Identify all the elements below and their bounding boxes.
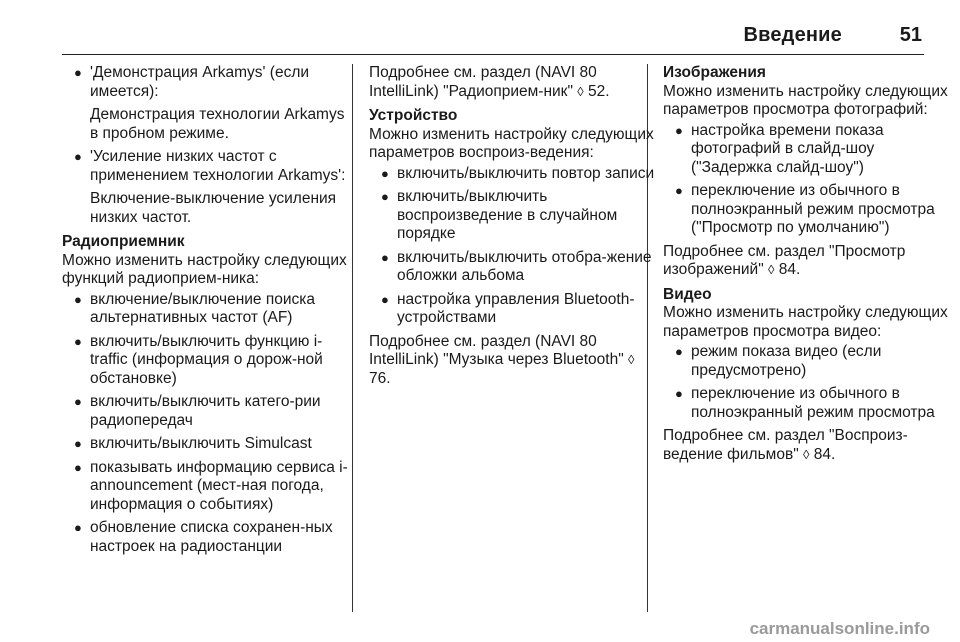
page-ref-icon: ◊ xyxy=(628,352,635,367)
list-item xyxy=(369,188,659,244)
device-list xyxy=(369,165,659,328)
page-ref-number[interactable]: 52. xyxy=(588,82,610,100)
page-title: Введение xyxy=(743,24,842,46)
cross-reference xyxy=(369,333,659,389)
list-item-text: включить/выключить отобра-жение обложки альбома xyxy=(397,248,652,284)
list-item xyxy=(663,122,953,178)
list-item-text: 'Усиление низких частот с применением технологии Arkamys': xyxy=(90,148,346,184)
list-item-text: включить/выключить Simulcast xyxy=(90,435,312,452)
cross-reference-text: Подробнее см. раздел (NAVI 80 IntelliLink) "Радиоприем-ник" xyxy=(369,64,597,100)
list-item-text: обновление списка сохранен-ных настроек на радиостанции xyxy=(90,519,333,555)
device-intro: Можно изменить настройку следующих параметров воспроиз-ведения: xyxy=(369,125,654,161)
column-3 xyxy=(663,64,953,466)
section-heading-images: Изображения xyxy=(663,64,766,81)
list-item xyxy=(369,249,659,286)
cross-reference xyxy=(663,427,953,464)
bullet-icon: ● xyxy=(74,149,82,164)
list-item xyxy=(62,291,352,328)
list-item-text: переключение из обычного в полноэкранный режим просмотра ("Просмотр по умолчанию") xyxy=(691,182,935,236)
watermark: carmanualsonline.info xyxy=(749,618,930,638)
bullet-icon: ● xyxy=(381,249,389,265)
list-item-text: включение/выключение поиска альтернативных частот (AF) xyxy=(90,290,316,326)
video-list xyxy=(663,343,953,422)
list-item xyxy=(663,182,953,238)
list-item xyxy=(62,519,352,556)
list-item xyxy=(62,435,352,454)
list-item xyxy=(62,393,352,430)
bullet-icon: ● xyxy=(74,394,82,409)
bullet-icon: ● xyxy=(74,436,82,451)
radio-list xyxy=(62,291,352,557)
list-item xyxy=(369,291,659,328)
list-item-detail: Демонстрация технологии Arkamys в пробном режиме. xyxy=(90,106,345,142)
list-item xyxy=(663,343,953,380)
bullet-icon: ● xyxy=(381,189,389,204)
cross-reference xyxy=(663,243,953,280)
list-item xyxy=(62,64,352,101)
bullet-icon: ● xyxy=(675,386,683,401)
page-ref-icon: ◊ xyxy=(803,446,810,462)
images-list xyxy=(663,122,953,238)
column-2 xyxy=(369,64,659,390)
page-ref-number[interactable]: 84. xyxy=(813,445,836,463)
list-item-text: включить/выключить воспроизведение в случайном порядке xyxy=(397,188,618,242)
list-item xyxy=(62,459,352,515)
list-item-text: показывать информацию сервиса i-announcement (мест-ная погода, информация о событиях) xyxy=(90,458,348,513)
bullet-icon: ● xyxy=(74,520,82,535)
bullet-icon: ● xyxy=(74,333,82,349)
list-item xyxy=(369,165,659,184)
list-item xyxy=(663,385,953,422)
cross-reference-text: Подробнее см. раздел (NAVI 80 IntelliLink) "Музыка через Bluetooth" xyxy=(369,332,624,368)
column-divider xyxy=(352,64,353,612)
bullet-icon: ● xyxy=(675,344,683,359)
page-ref-icon: ◊ xyxy=(768,262,775,277)
bullet-icon: ● xyxy=(675,183,683,198)
list-item-text: 'Демонстрация Arkamys' (если имеется): xyxy=(90,64,310,100)
arkamys-list xyxy=(62,148,352,185)
list-item xyxy=(62,148,352,185)
list-item-text: включить/выключить повтор записи xyxy=(397,164,655,182)
page-ref-number[interactable]: 84. xyxy=(778,261,801,278)
list-item-text: настройка времени показа фотографий в слайд-шоу ("Задержка слайд-шоу") xyxy=(691,121,884,176)
page-ref-icon: ◊ xyxy=(577,83,584,99)
page-ref-number[interactable]: 76. xyxy=(369,369,391,387)
section-heading-radio: Радиоприемник xyxy=(62,233,185,250)
bullet-icon: ● xyxy=(74,291,82,307)
cross-reference-text: Подробнее см. раздел "Просмотр изображений" xyxy=(663,242,906,278)
list-item-text: режим показа видео (если предусмотрено) xyxy=(691,343,882,379)
list-item xyxy=(62,333,352,389)
bullet-icon: ● xyxy=(74,65,82,80)
section-heading-device: Устройство xyxy=(369,107,458,124)
list-item-text: включить/выключить функцию i-traffic (информация о дорож-ной обстановке) xyxy=(90,332,323,387)
page-number: 51 xyxy=(899,24,922,46)
list-item-text: переключение из обычного в полноэкранный режим просмотра xyxy=(691,385,935,421)
list-item-text: настройка управления Bluetooth-устройствами xyxy=(397,290,635,326)
video-intro: Можно изменить настройку следующих параметров просмотра видео: xyxy=(663,304,948,340)
bullet-icon: ● xyxy=(675,122,683,138)
bullet-icon: ● xyxy=(381,165,389,181)
page-header xyxy=(62,14,924,55)
images-intro: Можно изменить настройку следующих параметров просмотра фотографий: xyxy=(663,82,948,118)
list-item-text: включить/выключить катего-рии радиопередач xyxy=(90,393,321,429)
list-item-detail: Включение-выключение усиления низких частот. xyxy=(90,190,337,226)
radio-intro: Можно изменить настройку следующих функций радиоприем-ника: xyxy=(62,251,347,287)
column-1 xyxy=(62,64,352,561)
bullet-icon: ● xyxy=(74,459,82,475)
section-heading-video: Видео xyxy=(663,285,712,303)
cross-reference-text: Подробнее см. раздел "Воспроиз-ведение фильмов" xyxy=(663,427,908,463)
cross-reference xyxy=(369,64,659,101)
arkamys-list xyxy=(62,64,352,101)
bullet-icon: ● xyxy=(381,291,389,307)
